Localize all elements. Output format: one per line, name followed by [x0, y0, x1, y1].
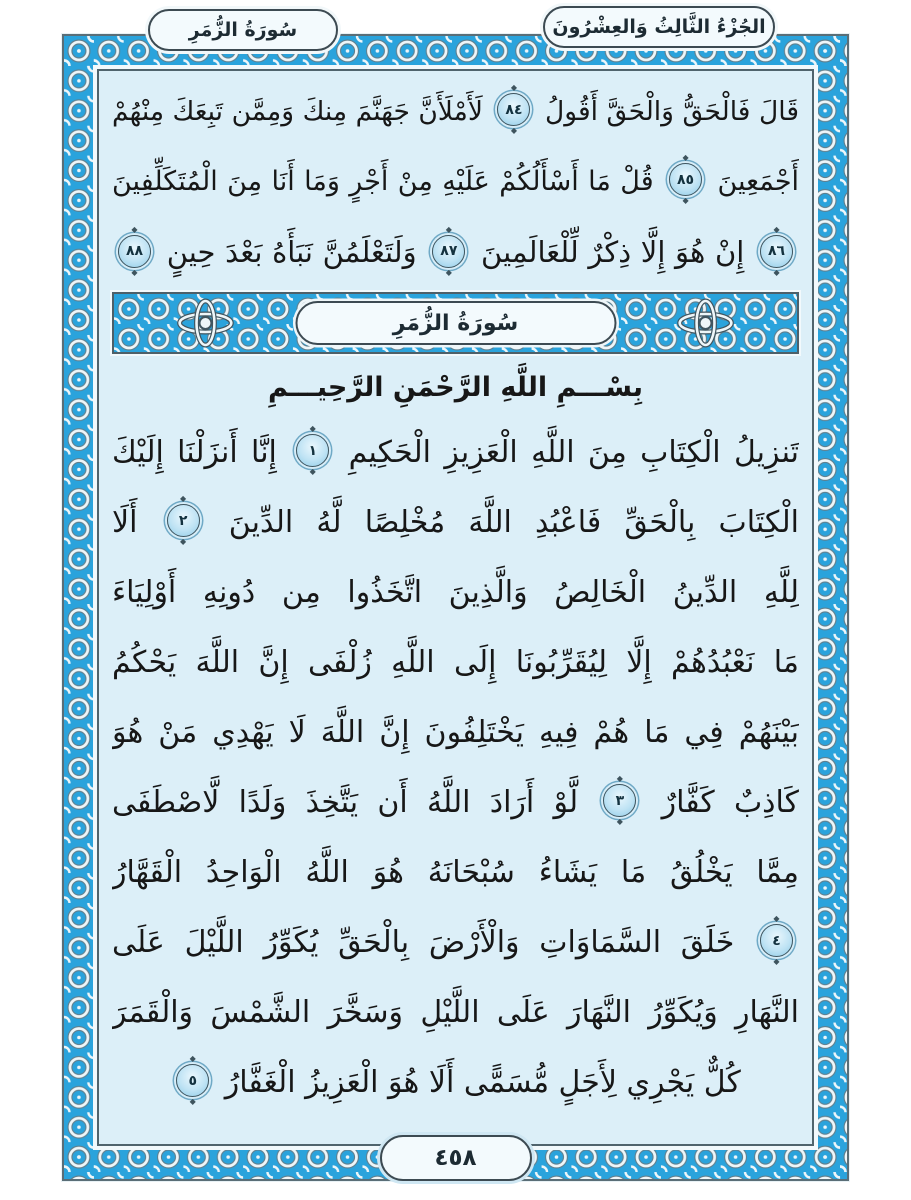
quran-text-segment: لَأَمْلَأَنَّ جَهَنَّمَ مِنكَ وَمِمَّن تَبِعَكَ مِنْهُمْ	[112, 96, 483, 127]
quran-line	[112, 908, 799, 978]
quran-text-segment: أَجْمَعِينَ	[717, 166, 799, 197]
quran-line	[112, 558, 799, 628]
quran-text-segment: مِمَّا يَخْلُقُ مَا يَشَاءُ سُبْحَانَهُ هُوَ اللَّهُ الْوَاحِدُ الْقَهَّارُ	[112, 855, 799, 890]
ayah-marker: ◆ ٥ ◆	[176, 1064, 209, 1097]
quran-lines-before-band	[112, 77, 799, 287]
quran-text-segment: تَنزِيلُ الْكِتَابِ مِنَ اللَّهِ الْعَزِيزِ الْحَكِيمِ	[348, 435, 799, 470]
ayah-marker: ◆ ١ ◆	[296, 434, 329, 467]
quran-line	[112, 978, 799, 1048]
quran-text-segment: مَا نَعْبُدُهُمْ إِلَّا لِيُقَرِّبُونَا إِلَى اللَّهِ زُلْفَى إِنَّ اللَّهَ يَحْكُمُ	[112, 645, 799, 680]
ayah-marker: ◆ ٨٨ ◆	[118, 235, 151, 268]
quran-text-segment: كَاذِبٌ كَفَّارٌ	[661, 785, 799, 820]
surah-title-cartouche	[295, 301, 616, 345]
quran-text-segment: وَلَتَعْلَمُنَّ نَبَأَهُ بَعْدَ حِينٍ	[166, 235, 417, 269]
quran-line	[112, 838, 799, 908]
ayah-marker: ◆ ٣ ◆	[603, 784, 636, 817]
quran-text-segment: لِلَّهِ الدِّينُ الْخَالِصُ وَالَّذِينَ اتَّخَذُوا مِن دُونِهِ أَوْلِيَاءَ	[112, 575, 799, 610]
surah-title-text: سُورَةُ الزُّمَرِ	[392, 310, 519, 336]
quran-line	[112, 768, 799, 838]
bismillah: بِسْـــمِ اللَّهِ الرَّحْمَنِ الرَّحِيـــمِ	[267, 372, 644, 403]
quran-text-segment: كُلٌّ يَجْرِي لِأَجَلٍ مُّسَمًّى أَلَا هُوَ الْعَزِيزُ الْغَفَّارُ	[224, 1065, 741, 1100]
quran-line	[112, 77, 799, 147]
quran-line	[112, 1048, 799, 1118]
ayah-marker: ◆ ٨٤ ◆	[497, 93, 530, 126]
page-number-cartouche	[380, 1135, 532, 1181]
page-number: ٤٥٨	[434, 1145, 477, 1171]
quran-text-segment: قُلْ مَا أَسْأَلُكُمْ عَلَيْهِ مِنْ أَجْرٍ وَمَا أَنَا مِنَ الْمُتَكَلِّفِينَ	[112, 166, 654, 197]
header-juz-cartouche	[543, 6, 775, 48]
quran-line	[112, 628, 799, 698]
surah-title-band	[112, 292, 799, 354]
quran-line	[112, 217, 799, 287]
page-border-frame	[62, 34, 849, 1181]
quran-text-segment: قَالَ فَالْحَقُّ وَالْحَقَّ أَقُولُ	[545, 96, 799, 127]
header-juz-label: الجُزْءُ الثَّالِثُ وَالعِشْرُونَ	[552, 16, 766, 38]
text-area	[97, 69, 814, 1146]
ayah-marker: ◆ ٨٧ ◆	[432, 235, 465, 268]
quran-line	[112, 488, 799, 558]
quran-line	[112, 698, 799, 768]
quran-lines-after-band	[112, 418, 799, 1118]
quran-text-segment: النَّهَارِ وَيُكَوِّرُ النَّهَارَ عَلَى اللَّيْلِ وَسَخَّرَ الشَّمْسَ وَالْقَمَرَ	[112, 995, 799, 1030]
header-surah-cartouche	[148, 9, 338, 51]
ayah-marker: ◆ ٨٥ ◆	[669, 163, 702, 196]
header-surah-label: سُورَةُ الزُّمَرِ	[188, 19, 298, 41]
ayah-marker: ◆ ٨٦ ◆	[760, 235, 793, 268]
quran-text-segment: خَلَقَ السَّمَاوَاتِ وَالْأَرْضَ بِالْحَقِّ يُكَوِّرُ اللَّيْلَ عَلَى	[112, 925, 735, 960]
quran-text-segment: أَلَا	[112, 505, 138, 540]
quran-line	[112, 147, 799, 217]
quran-text-segment: إِنْ هُوَ إِلَّا ذِكْرٌ لِّلْعَالَمِينَ	[481, 235, 745, 269]
quran-text-segment: لَّوْ أَرَادَ اللَّهُ أَن يَتَّخِذَ وَلَدًا لَّاصْطَفَى	[112, 785, 579, 820]
quran-line	[112, 418, 799, 488]
ayah-marker: ◆ ٢ ◆	[167, 504, 200, 537]
quran-text-segment: إِنَّا أَنزَلْنَا إِلَيْكَ	[112, 435, 277, 470]
quran-text-segment: الْكِتَابَ بِالْحَقِّ فَاعْبُدِ اللَّهَ مُخْلِصًا لَّهُ الدِّينَ	[228, 505, 799, 540]
ayah-marker: ◆ ٤ ◆	[760, 924, 793, 957]
quran-text-segment: بَيْنَهُمْ فِي مَا هُمْ فِيهِ يَخْتَلِفُونَ إِنَّ اللَّهَ لَا يَهْدِي مَنْ هُوَ	[112, 715, 799, 750]
